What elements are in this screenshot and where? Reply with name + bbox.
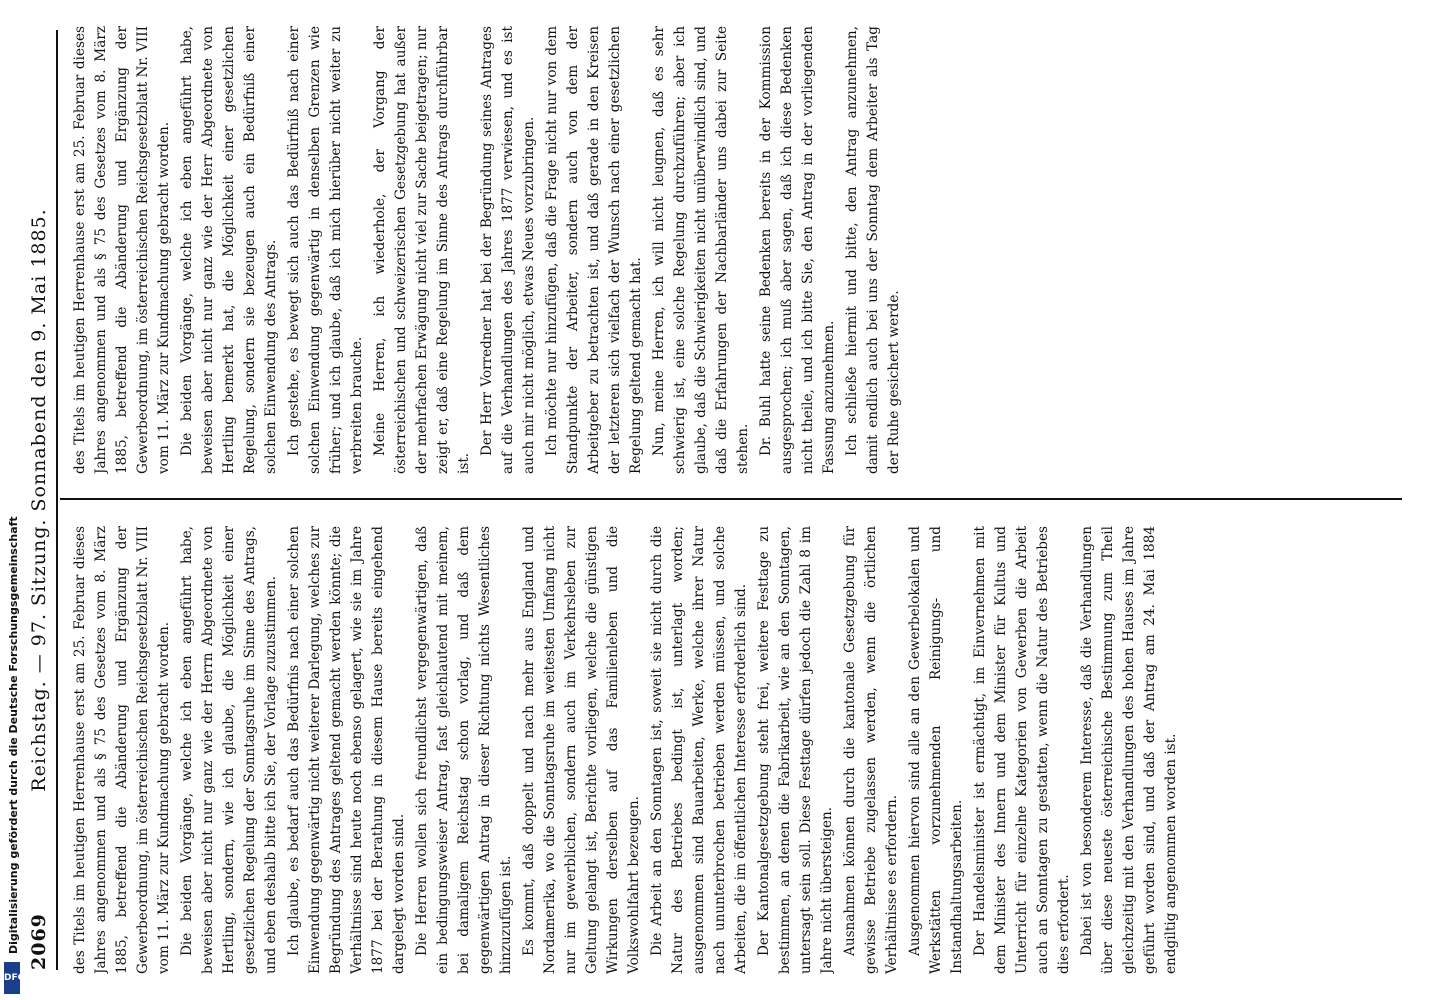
column-divider (60, 498, 1402, 500)
paragraph: Der Herr Vorredner hat bei der Begründung seines Antrages auf die Verhandlungen des Jahres 1877 verwiesen, und es ist auch mir nicht möglich, etwas Neues vorzubringen. (479, 26, 537, 474)
text-column-right (70, 26, 1392, 474)
page-header (22, 30, 56, 970)
paragraph: Ausnahmen können durch die kantonale Gesetzgebung für gewisse Betriebe zugelassen werden, wenn die örtlichen Verhältnisse es erfordern. (842, 526, 900, 974)
paragraph: Die beiden Vorgänge, welche ich eben angeführt habe, beweisen aber nicht nur ganz wie der Herr Abgeordnete von Hertling bemerkt hat, die Möglichkeit einer gesetzlichen Regelung, sondern sie bezeugen auch ein Bedürfniß einer solchen Einwendung des Antrags. (179, 26, 279, 474)
digitization-credit-strip (0, 0, 24, 1000)
text-column-left (70, 526, 1392, 974)
paragraph: Dabei ist von besonderem Interesse, daß die Verhandlungen über diese neueste österreichische Bestimmung zum Theil gleichzeitig mit den Verhandlungen des hohen Hauses im Jahre geführt worden sind, und daß der Antrag am 24. Mai 1884 endgiltig angenommen worden ist. (1079, 526, 1179, 974)
paragraph: Ich schließe hiermit und bitte, den Antrag anzunehmen, damit endlich auch bei uns der Sonntag dem Arbeiter als Tag der Ruhe gesichert werde. (844, 26, 902, 474)
paragraph: des Titels im heutigen Herrenhause erst am 25. Februar dieses Jahres angenommen und als § 75 des Gesetzes vom 8. März 1885, betreffend die Abänderung und Ergänzung der Gewerbeordnung, im österreichischen Reichsgesetzblatt Nr. VIII vom 11. März zur Kundmachung gebracht worden. (72, 26, 172, 474)
page-number: 2069 (28, 913, 50, 970)
paragraph: Der Handelsminister ist ermächtigt, im Einvernehmen mit dem Minister des Innern und dem Minister für Kultus und Unterricht für einzelne Kategorien von Gewerben die Arbeit auch an Sonntagen zu gestatten, wenn die Natur des Betriebes dies erfordert. (972, 526, 1072, 974)
funding-credit: Digitalisierung gefördert durch die Deutsche Forschungsgemeinschaft (7, 516, 20, 954)
paragraph: Die beiden Vorgänge, welche ich eben angeführt habe, beweisen aber nicht nur ganz wie der Herrn Abgeordnete von Hertling, sondern, wie ich glaube, die Möglichkeit einer gesetzlichen Regelung der Sonntagsruhe im Sinne des Antrags, und eben deshalb bitte ich Sie, der Vorlage zuzustimmen. (179, 526, 279, 974)
header-rule (56, 30, 58, 970)
paragraph: Nun, meine Herren, ich will nicht leugnen, daß es sehr schwierig ist, eine solche Regelung durchzuführen; aber ich glaube, daß die Schwierigkeiten nicht unüberwindlich sind, und daß die Erfahrungen der Nachbarländer uns dabei zur Seite stehen. (651, 26, 751, 474)
dfg-logo-icon: DFG (4, 962, 20, 994)
paragraph: Die Herren wollen sich freundlichst vergegenwärtigen, daß ein bedingungsweiser Antrag, fast gleichlautend mit meinem, bei damaligem Reichstag schon vorlag, und daß dem gegenwärtigen Antrag in dieser Richtung nichts Wesentliches hinzuzufügen ist. (414, 526, 514, 974)
paragraph: Der Kantonalgesetzgebung steht frei, weitere Festtage zu bestimmen, an denen die Fabrikarbeit, wie an den Sonntagen, untersagt sein soll. Diese Festtage dürfen jedoch die Zahl 8 im Jahre nicht übersteigen. (756, 526, 835, 974)
paragraph: Die Arbeit an den Sonntagen ist, soweit sie nicht durch die Natur des Betriebes bedingt ist, unterlagt worden; ausgenommen sind Bauarbeiten, Werke, welche ihrer Natur nach ununterbrochen betrieben werden müssen, und solche Arbeiten, die im öffentlichen Interesse erforderlich sind. (649, 526, 749, 974)
paragraph: Ich möchte nur hinzufügen, daß die Frage nicht nur von dem Standpunkte der Arbeiter, sondern auch von dem der Arbeitgeber zu betrachten ist, und daß gerade in den Kreisen der letzteren sich vielfach der Wunsch nach einer gesetzlichen Regelung geltend gemacht hat. (544, 26, 644, 474)
paragraph: Ich glaube, es bedarf auch das Bedürfnis nach einer solchen Einwendung gegenwärtig nicht weiterer Darlegung, welches zur Begründung des Antrages geltend gemacht werden könnte; die Verhältnisse sind heute noch ebenso gelagert, wie sie im Jahre 1877 bei der Berathung in diesem Hause bereits eingehend dargelegt worden sind. (286, 526, 407, 974)
paragraph: Meine Herren, ich wiederhole, der Vorgang der österreichischen und schweizerischen Gesetzgebung hat außer der mehrfachen Erwägung nicht viel zur Sache beigetragen; nur zeigt er, daß eine Regelung im Sinne des Antrags durchführbar ist. (372, 26, 472, 474)
paragraph: des Titels im heutigen Herrenhause erst am 25. Februar dieses Jahres angenommen und als § 75 des Gesetzes vom 8. März 1885, betreffend die Abänderung und Ergänzung der Gewerbeordnung, im österreichischen Reichsgesetzblatt Nr. VIII vom 11. März zur Kundmachung gebracht worden. (72, 526, 172, 974)
paragraph: Es kommt, daß doppelt und nach mehr aus England und Nordamerika, wo die Sonntagsruhe im weitesten Umfang nicht nur im gewerblichen, sondern auch im Verkehrsleben zur Geltung gelangt ist, Berichte vorliegen, welche die günstigen Wirkungen derselben auf das Familienleben und die Volkswohlfahrt bezeugen. (521, 526, 642, 974)
paragraph: Ich gestehe, es bewegt sich auch das Bedürfniß nach einer solchen Einwendung gegenwärtig in denselben Grenzen wie früher; und ich glaube, daß ich mich hierüber nicht weiter zu verbreiten brauche. (286, 26, 365, 474)
paragraph: Ausgenommen hiervon sind alle an den Gewerbelokalen und Werkstätten vorzunehmenden Reinigungs- und Instandhaltungsarbeiten. (907, 526, 965, 974)
running-title: Reichstag. — 97. Sitzung. Sonnabend den 9. Mai 1885. (28, 208, 50, 792)
paragraph: Dr. Buhl hatte seine Bedenken bereits in der Kommission ausgesprochen; ich muß aber sagen, daß ich diese Bedenken nicht theile, und ich bitte Sie, den Antrag in der vorliegenden Fassung anzunehmen. (758, 26, 837, 474)
